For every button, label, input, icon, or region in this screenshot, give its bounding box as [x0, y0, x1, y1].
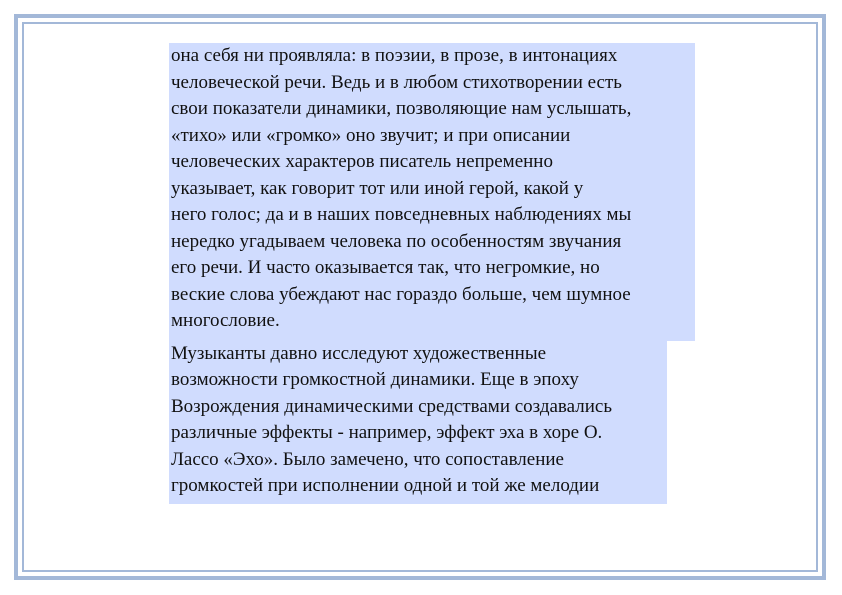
text-body: [169, 43, 695, 504]
paragraph-dynamics-in-speech: она себя ни проявляла: в поэзии, в прозе, в интонациях человеческой речи. Ведь и в любом стихотворении есть свои показатели динамики, позволяющие нам услышать, «тихо» или «громко» оно звучит; и при описании человеческих характеров писатель непременно указывает, как говорит тот или иной герой, какой у него голос; да и в наших повседневных наблюдениях мы нередко угадываем человека по особенностям звучания его речи. И часто оказывается так, что негромкие, но веские слова убеждают нас гораздо больше, чем шумное многословие.: [169, 43, 695, 341]
paragraph-musicians-dynamics: Музыканты давно исследуют художественные возможности громкостной динамики. Еще в эпоху Возрождения динамическими средствами создавались различные эффекты - например, эффект эха в хоре О. Лассо «Эхо». Было замечено, что сопоставление громкостей при исполнении одной и той же мелодии: [169, 341, 667, 504]
